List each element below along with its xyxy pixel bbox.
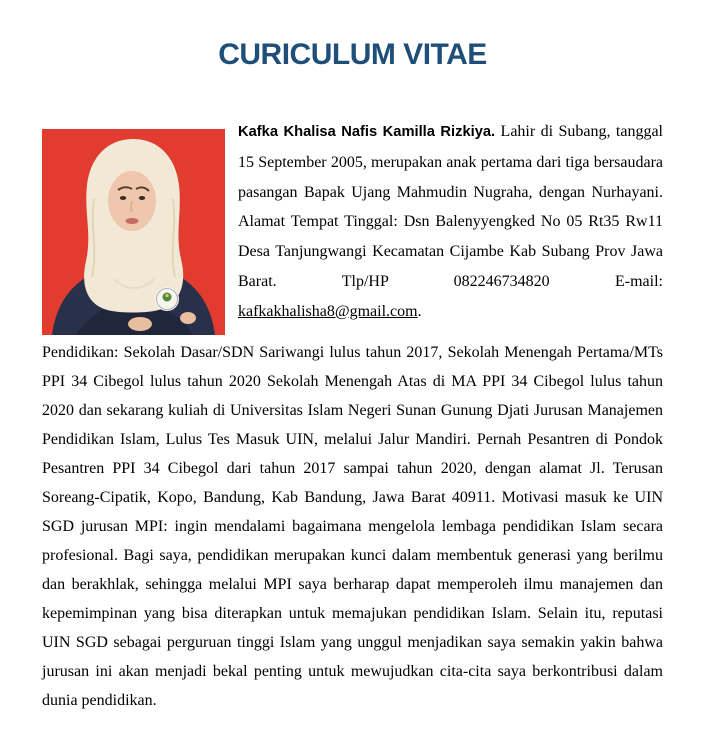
hand-shape	[180, 312, 196, 324]
education-paragraph: Pendidikan: Sekolah Dasar/SDN Sariwangi lulus tahun 2017, Sekolah Menengah Pertama/MTs PPI 34 Cibegol lulus tahun 2020 Sekolah Menengah Atas di MA PPI 34 Cibegol lulus tahun 2020 dan sekarang kuliah di Universitas Islam Negeri Sunan Gunung Djati Jurusan Manajemen Pendidikan Islam, Lulus Tes Masuk UIN, melalui Jalur Mandiri. Pernah Pesantren di Pondok Pesantren PPI 34 Cibegol dari tahun 2017 sampai tahun 2020, dengan alamat Jl. Terusan Soreang-Cipatik, Kopo, Bandung, Kab Bandung, Jawa Barat 40911. Motivasi masuk ke UIN SGD jurusan MPI: ingin mendalami bagaimana mengelola lembaga pendidikan Islam secara profesional. Bagi saya, pendidikan merupakan kunci dalam membentuk generasi yang berilmu dan berakhlak, sehingga melalui MPI saya berharap dapat memperoleh ilmu manajemen dan kepemimpinan yang bisa diterapkan untuk memajukan pendidikan Islam. Selain itu, reputasi UIN SGD sebagai perguruan tinggi Islam yang unggul menjadikan saya semakin yakin bahwa jurusan ini akan menjadi bekal penting untuk mewujudkan cita-cita saya berkontribusi dalam dunia pendidikan.	[42, 344, 663, 709]
portrait-photo-graphic	[42, 129, 225, 335]
bio-paragraph	[238, 117, 663, 327]
eye-shape	[120, 196, 126, 200]
hand-shape	[128, 317, 152, 331]
eye-shape	[139, 196, 145, 200]
bio-text-end: .	[417, 302, 422, 320]
page-title: CURICULUM VITAE	[218, 38, 487, 71]
bio-text: Lahir di Subang, tanggal 15 September 2005, merupakan anak pertama dari tiga bersaudara pasangan Bapak Ujang Mahmudin Nugraha, dengan Nurhayani. Alamat Tempat Tinggal: Dsn Balenyyengked No 05 Rt35 Rw11 Desa Tanjungwangi Kecamatan Cijambe Kab Subang Prov Jawa Barat. Tlp/HP 082246734820 E-mail:	[238, 123, 663, 290]
profile-photo	[42, 129, 225, 335]
person-name: Kafka Khalisa Nafis Kamilla Rizkiya.	[238, 124, 496, 140]
bio-section	[42, 117, 663, 335]
lips-shape	[126, 218, 139, 224]
badge-emblem-dot	[165, 294, 168, 297]
email-link[interactable]: kafkakhalisha8@gmail.com	[238, 302, 418, 320]
